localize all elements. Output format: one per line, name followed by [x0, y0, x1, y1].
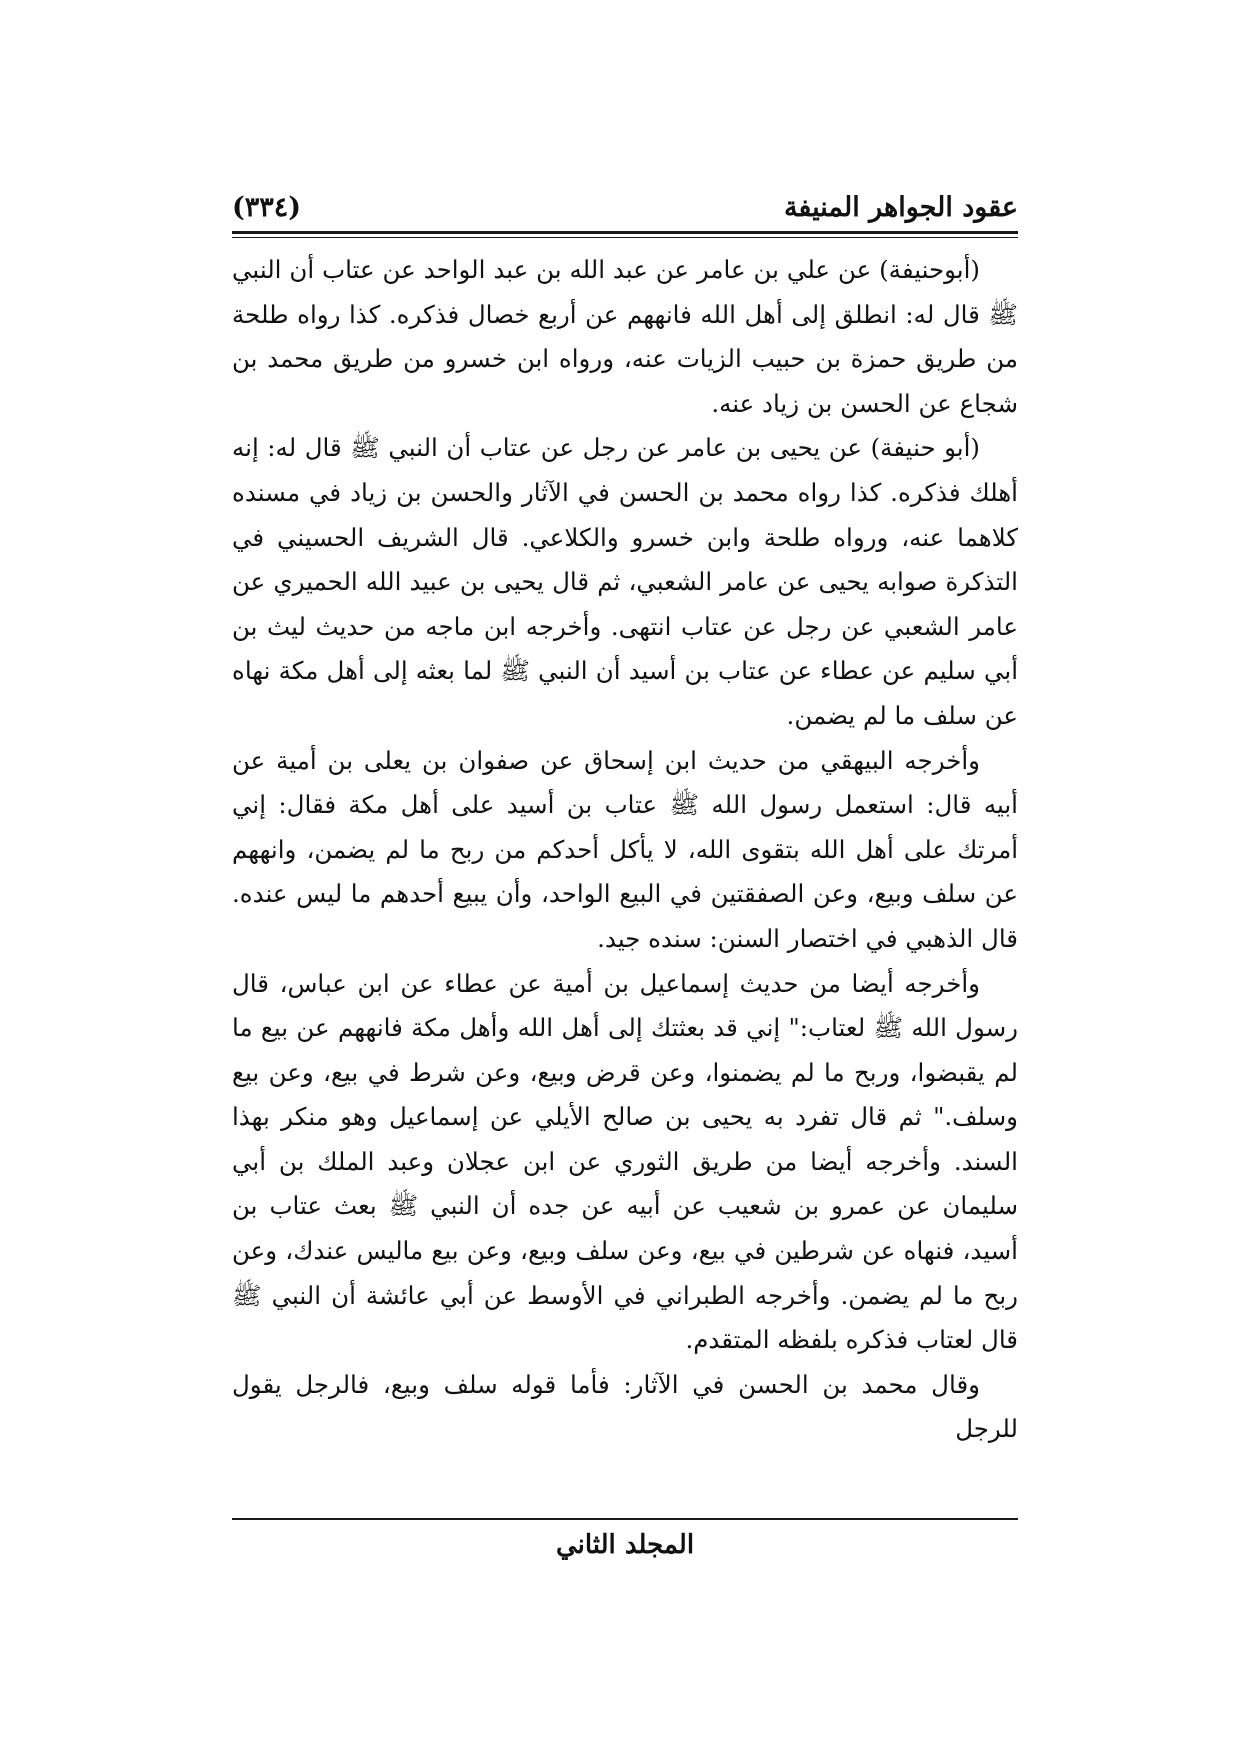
paragraph: وقال محمد بن الحسن في الآثار: فأما قوله سلف وبيع، فالرجل يقول للرجل [232, 1369, 1018, 1444]
footer-rule [232, 1518, 1018, 1520]
page-number: (٣٣٤) [232, 192, 302, 223]
paragraph: (أبو حنيفة) عن يحيى بن عامر عن رجل عن عتاب أن النبي ﷺ قال له: إنه أهلك فذكره. كذا رواه محمد بن الحسن في الآثار والحسن بن زياد في مسنده كلاهما عنه، ورواه طلحة وابن خسرو والكلاعي. قال الشريف الحسيني في التذكرة صوابه يحيى عن عامر الشعبي، ثم قال يحيى بن عبيد الله الحميري عن عامر الشعبي عن رجل عن عتاب انتهى. وأخرجه ابن ماجه من حديث ليث بن أبي سليم عن عطاء عن عتاب بن أسيد أن النبي ﷺ لما بعثه إلى أهل مكة نهاه عن سلف ما لم يضمن. [232, 433, 1018, 730]
page-header [232, 186, 1018, 230]
book-title: عقود الجواهر المنيفة [783, 192, 1018, 223]
body-text [232, 248, 1018, 1506]
header-rule-thin [232, 237, 1018, 238]
header-rule-thick [232, 231, 1018, 234]
paragraph: وأخرجه أيضا من حديث إسماعيل بن أمية عن عطاء عن ابن عباس، قال رسول الله ﷺ لعتاب:" إني قد بعثتك إلى أهل الله وأهل مكة فانههم عن بيع ما لم يقبضوا، وربح ما لم يضمنوا، وعن قرض وبيع، وعن شرط في بيع، وعن بيع وسلف." ثم قال تفرد به يحيى بن صالح الأيلي عن إسماعيل وهو منكر بهذا السند. وأخرجه أيضا من طريق الثوري عن ابن عجلان وعبد الملك بن أبي سليمان عن عمرو بن شعيب عن أبيه عن جده أن النبي ﷺ بعث عتاب بن أسيد، فنهاه عن شرطين في بيع، وعن سلف وبيع، وعن بيع ماليس عندك، وعن ربح ما لم يضمن. وأخرجه الطبراني في الأوسط عن أبي عائشة أن النبي ﷺ قال لعتاب فذكره بلفظه المتقدم. [232, 968, 1018, 1355]
paragraph: (أبوحنيفة) عن علي بن عامر عن عبد الله بن عبد الواحد عن عتاب أن النبي ﷺ قال له: انطلق إلى أهل الله فانههم عن أربع خصال فذكره. كذا رواه طلحة من طريق حمزة بن حبيب الزيات عنه، ورواه ابن خسرو من طريق محمد بن شجاع عن الحسن بن زياد عنه. [232, 255, 1018, 418]
volume-label: المجلد الثاني [555, 1530, 695, 1560]
paragraph: وأخرجه البيهقي من حديث ابن إسحاق عن صفوان بن يعلى بن أمية عن أبيه قال: استعمل رسول الله ﷺ عتاب بن أسيد على أهل مكة فقال: إني أمرتك على أهل الله بتقوى الله، لا يأكل أحدكم من ربح ما لم يضمن، وانههم عن سلف وبيع، وعن الصفقتين في البيع الواحد، وأن يبيع أحدهم ما ليس عنده. قال الذهبي في اختصار السنن: سنده جيد. [232, 745, 1018, 953]
